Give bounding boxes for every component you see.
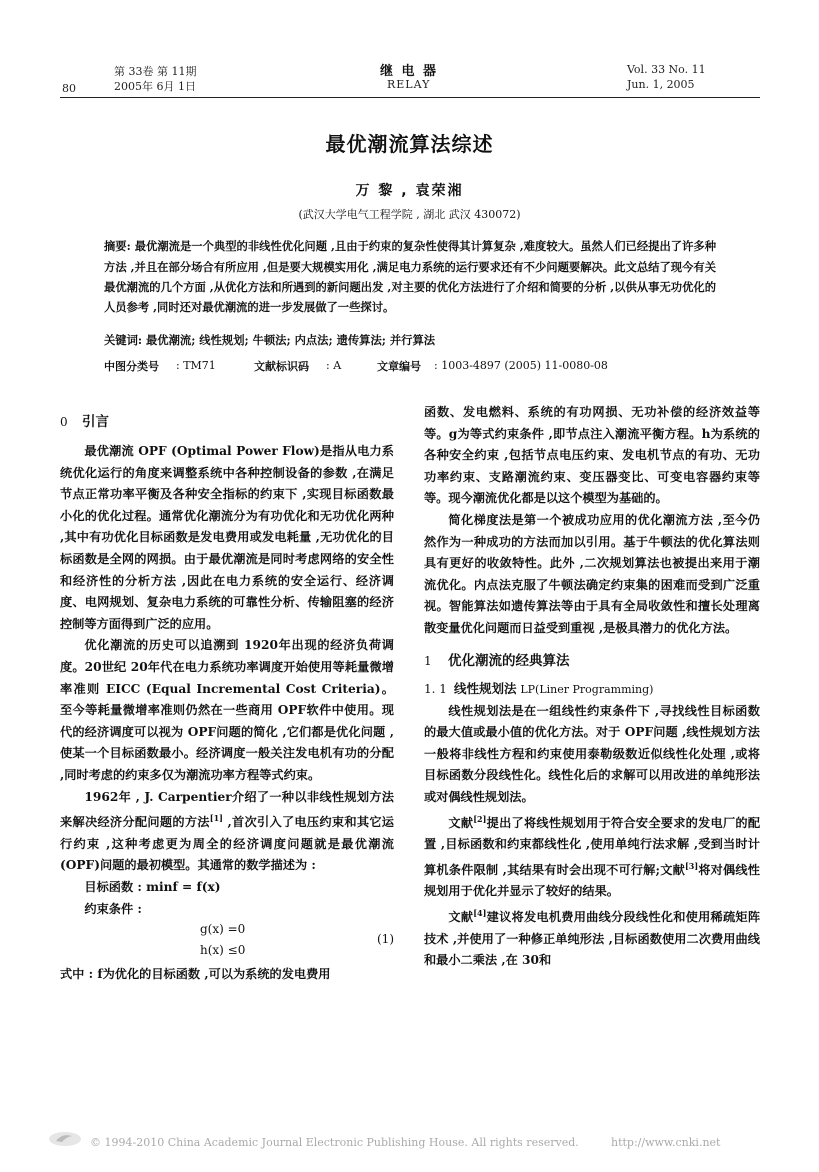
lp-p3-text-b: 建议将发电机费用曲线分段线性化和使用稀疏矩阵技术 ,并使用了一种修正单纯形法 ,目标函数使用二次费用曲线和最小二乘法 ,在 30和 <box>424 910 761 968</box>
vol-no-en: Vol. 33 No. 11 <box>627 63 706 76</box>
clc-label: 中图分类号 <box>104 360 159 373</box>
volume-issue: 第 33卷 第 11期 <box>114 65 197 78</box>
equation-number: (1) <box>377 932 394 947</box>
clc-value: : TM71 <box>176 359 216 372</box>
lp-paragraph-3 <box>424 903 760 972</box>
page-number: 80 <box>62 82 76 95</box>
keywords <box>104 330 716 351</box>
keywords-label: 关键词 <box>104 334 138 347</box>
paper-title: 最优潮流算法综述 <box>325 132 494 156</box>
equation-h: h(x) ≤0 <box>200 943 246 958</box>
footer-url[interactable]: http://www.cnki.net <box>611 1136 721 1149</box>
citation-1: [1] <box>209 813 223 824</box>
section-1-title: 优化潮流的经典算法 <box>448 652 570 669</box>
intro-paragraph-2: 优化潮流的历史可以追溯到 1920年出现的经济负荷调度。20世纪 20年代在电力系统功率调度开始使用等耗量微增率准则 EICC (Equal Incremental Cost Criteria)。至今等耗量微增率准则仍然在一些商用 OPF软件中使用。现代的经济调度可以视为 OPF问题的简化 ,它们都是优化问题 ,使某一个目标函数最小。经济调度一般关注发电机有功的分配 ,同时考虑的约束多仅为潮流功率方程等式约束。 <box>60 638 394 782</box>
left-column <box>60 410 394 986</box>
subsection-1-1-title: 线性规划法 <box>454 680 517 696</box>
right-paragraph-1: 函数、发电燃料、系统的有功网损、无功补偿的经济效益等等。g为等式约束条件 ,即节点注入潮流平衡方程。h为系统的各种安全约束 ,包括节点电压约束、发电机节点的有功、无功功率约束、支路潮流约束、变压器变比、可变电容器约束等等。现今潮流优化都是以这个模型为基础的。 <box>424 405 760 506</box>
date-en: Jun. 1, 2005 <box>627 78 695 91</box>
equation-1 <box>60 920 394 964</box>
abstract <box>104 236 716 317</box>
subsection-1-1-en: LP(Liner Programming) <box>520 682 654 696</box>
section-0-title: 引言 <box>82 414 109 430</box>
cnki-logo-graphic <box>48 1131 82 1147</box>
subsection-1-1-heading <box>424 678 760 701</box>
intro-paragraph-1: 最优潮流 OPF (Optimal Power Flow)是指从电力系统优化运行的角度来调整系统中各种控制设备的参数 ,在满足节点正常功率平衡及各种安全指标的约束下 ,实现目标函数最小化的优化过程。通常优化潮流分为有功优化和无功优化两种 ,其中有功优化目标函数是发电费用或发电耗量 ,无功优化的目标函数是全网的网损。由于最优潮流是同时考虑网络的安全性和经济性的分析方法 ,因此在电力系统的安全运行、经济调度、电网规划、复杂电力系统的可靠性分析、传输阻塞的经济控制等方面得到广泛的应用。 <box>60 444 394 631</box>
cnki-logo-icon <box>48 1131 82 1147</box>
right-paragraph-2: 简化梯度法是第一个被成功应用的优化潮流方法 ,至今仍然作为一种成功的方法而加以引用。基于牛顿法的优化算法则具有更好的收敛特性。此外 ,二次规划算法也被提出来用于潮流优化。内点法克服了牛顿法确定约束集的困难而受到广泛重视。智能算法如遗传算法等由于具有全局收敛性和擅长处理离散变量优化问题而日益受到重视 ,是极具潜力的优化方法。 <box>424 512 760 635</box>
lp-p2-text-c: 将对偶线性规划用于优化并显示了较好的结果。 <box>424 862 760 899</box>
section-1-heading <box>424 649 760 669</box>
header-rule <box>60 97 760 98</box>
constraints-label: 约束条件 : <box>84 901 142 916</box>
intro-p3-text-b: ,首次引入了电压约束和其它运行约束 ,这种考虑更为周全的经济调度问题就是最优潮流 (OPF)问题的最初模型。其通常的数学描述为 : <box>60 815 394 873</box>
citation-3: [3] <box>684 860 699 871</box>
lp-p2-text-a: 文献 <box>448 815 474 830</box>
classification-row <box>104 358 716 378</box>
lp-p2-text-b: 提出了将线性规划用于符合安全要求的发电厂的配置 ,目标函数和约束都线性化 ,使用单纯行法求解 ,受到当时计算机条件限制 ,其结果有时会出现不可行解;文献 <box>424 815 761 877</box>
doc-code-value: : A <box>326 359 342 372</box>
keywords-text: : 最优潮流; 线性规划; 牛顿法; 内点法; 遗传算法; 并行算法 <box>137 333 436 347</box>
subsection-1-1-number: 1. 1 <box>424 681 447 696</box>
authors: 万 黎 , 袁荣湘 <box>355 183 464 199</box>
article-no-value: : 1003-4897 (2005) 11-0080-08 <box>434 359 608 372</box>
intro-paragraph-3 <box>60 787 394 877</box>
equation-g: g(x) =0 <box>200 922 246 937</box>
citation-4: [4] <box>473 908 487 918</box>
lp-paragraph-1: 线性规划法是在一组线性约束条件下 ,寻找线性目标函数的最大值或最小值的优化方法。对于 OPF问题 ,线性规划方法一般将非线性方程和约束使用泰勒级数近似线性化处理 ,或将目标函数分段线性化。线性化后的求解可以用改进的单纯形法或对偶线性规划法。 <box>424 703 760 804</box>
objective-function-line: 目标函数 : minf = f(x) <box>84 879 221 894</box>
lp-paragraph-2 <box>424 809 760 904</box>
affiliation: (武汉大学电气工程学院 , 湖北 武汉 430072) <box>298 208 521 221</box>
citation-2: [2] <box>473 813 487 824</box>
intro-p3-text-a: 1962年 , J. Carpentier介绍了一种以非线性规划方法来解决经济分配问题的方法 <box>60 789 394 830</box>
article-no-label: 文章编号 <box>377 360 421 373</box>
section-0-heading <box>60 410 394 430</box>
section-1-number: 1 <box>424 653 432 668</box>
where-line: 式中 : f为优化的目标函数 ,可以为系统的发电费用 <box>60 967 331 982</box>
lp-p3-text-a: 文献 <box>448 910 474 925</box>
journal-name-cn: 继 电 器 <box>380 64 439 79</box>
doc-code-label: 文献标识码 <box>254 360 309 373</box>
issue-date-cn: 2005年 6月 1日 <box>114 80 196 93</box>
right-column <box>424 402 760 972</box>
journal-name-en: RELAY <box>387 78 431 91</box>
footer-copyright: © 1994-2010 China Academic Journal Electronic Publishing House. All rights reserved. <box>90 1136 579 1149</box>
abstract-text: : 最优潮流是一个典型的非线性优化问题 ,且由于约束的复杂性使得其计算复杂 ,难度较大。虽然人们已经提出了许多种方法 ,并且在部分场合有所应用 ,但是要大规模实用化 ,满足电力系统的运行要求还有不少问题要解决。此文总结了现今有关最优潮流的几个方面 ,从优化方法和所遇到的新问题出发 ,对主要的优化方法进行了介绍和简要的分析 ,以供从事无功优化的人员参考 ,同时还对最优潮流的进一步发展做了一些探讨。 <box>104 239 716 314</box>
section-0-number: 0 <box>60 415 68 429</box>
abstract-label: 摘要 <box>104 240 127 253</box>
